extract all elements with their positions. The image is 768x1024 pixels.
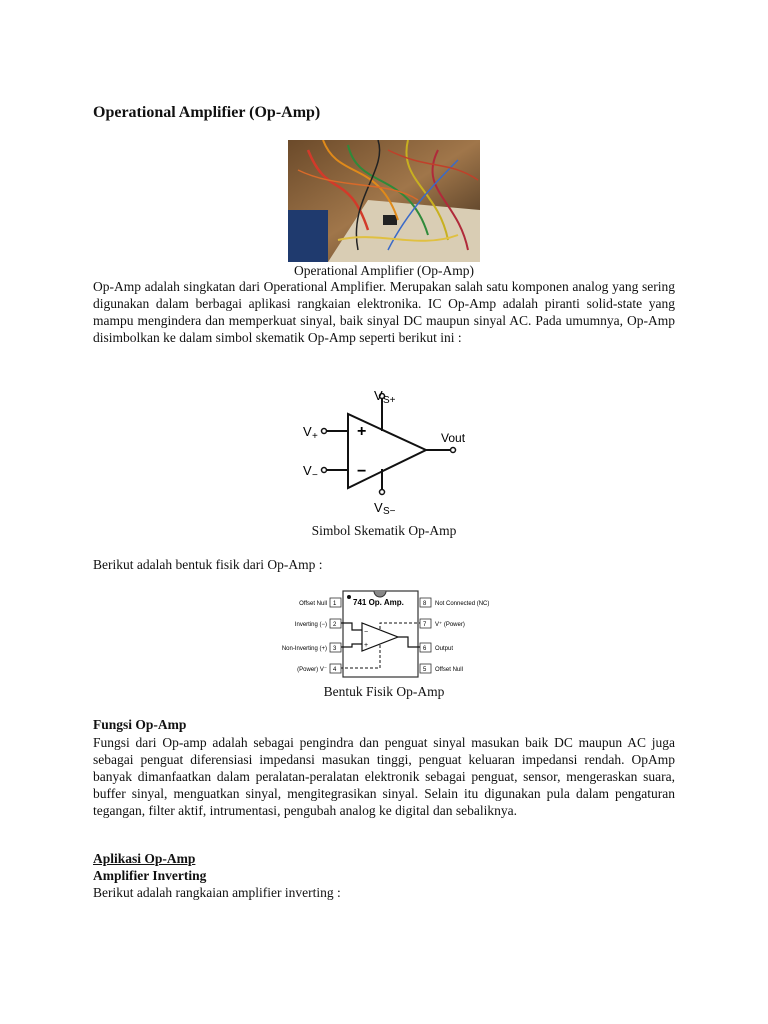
pin-3-label: Non-Inverting (+): [281, 646, 327, 652]
chip-pinout-diagram: [272, 587, 498, 682]
pin-5-label: Offset Null: [435, 667, 463, 673]
page-title: Operational Amplifier (Op-Amp): [93, 104, 321, 121]
vs-minus-label: V: [374, 500, 383, 515]
pin-1-label: Offset Null: [299, 601, 327, 607]
svg-text:+: +: [364, 642, 369, 649]
v-plus-sub: +: [312, 431, 318, 442]
pin-6-label: Output: [435, 646, 454, 652]
pin-2-label: Inverting (−): [294, 622, 327, 628]
vout-label: Vout: [441, 431, 466, 445]
pin-2-number: 2: [333, 622, 337, 628]
symbol-caption: Simbol Skematik Op-Amp: [311, 523, 457, 538]
pin-3-number: 3: [333, 646, 337, 652]
chip-name: 741 Op. Amp.: [353, 598, 404, 607]
v-plus-label: V: [303, 424, 312, 439]
vs-plus-label: V: [374, 388, 383, 403]
plus-sign: +: [357, 423, 367, 440]
pin-5-number: 5: [423, 667, 427, 673]
intro-paragraph: Op-Amp adalah singkatan dari Operational Amplifier. Merupakan salah satu komponen analog yang sering digunakan dalam berbagai aplikasi rangkaian elektronika. IC Op-Amp adalah piranti solid-state yang mampu mengindera dan memperkuat sinyal, baik sinyal DC maupun sinyal AC. Pada umumnya, Op-Amp disimbolkan ke dalam simbol skematik Op-Amp seperti berikut ini :: [93, 279, 675, 345]
pin-6-number: 6: [423, 646, 427, 652]
fungsi-paragraph: Fungsi dari Op-amp adalah sebagai pengindra dan penguat sinyal masukan baik DC maupun AC juga sebagai penguat diferensiasi impedansi masukan tinggi, penguat keluaran impedansi rendah. OpAmp banyak dimanfaatkan dalam peralatan-peralatan elektronik sebagai penguat, sensor, mengeraskan suara, buffer sinyal, menguatkan sinyal, mengitegrasikan sinyal. Selain itu digunakan pula dalam pengaturan tegangan, filter aktif, intrumentasi, pengubah analog ke digital dan sebaliknya.: [93, 735, 675, 818]
vs-plus-sub: S+: [383, 395, 396, 406]
inverting-paragraph: Berikut adalah rangkaian amplifier inverting :: [93, 885, 341, 900]
pin-8-number: 8: [423, 601, 427, 607]
opamp-symbol-diagram: [295, 385, 475, 517]
minus-sign: −: [357, 463, 367, 480]
pin-7-label: V⁺ (Power): [435, 622, 465, 628]
v-minus-label: V: [303, 463, 312, 478]
v-minus-sub: −: [312, 470, 318, 481]
physical-caption: Bentuk Fisik Op-Amp: [323, 684, 445, 699]
svg-text:−: −: [364, 629, 369, 636]
breadboard-photo: [288, 140, 480, 262]
physical-intro: Berikut adalah bentuk fisik dari Op-Amp :: [93, 557, 323, 572]
aplikasi-heading: Aplikasi Op-Amp: [93, 851, 196, 866]
pin-4-number: 4: [333, 667, 337, 673]
pin-7-number: 7: [423, 622, 427, 628]
vs-minus-sub: S−: [383, 506, 396, 517]
photo-caption: Operational Amplifier (Op-Amp): [294, 263, 474, 278]
pin-1-number: 1: [333, 601, 337, 607]
inverting-heading: Amplifier Inverting: [93, 868, 207, 883]
pin-8-label: Not Connected (NC): [435, 601, 490, 607]
fungsi-heading: Fungsi Op-Amp: [93, 717, 187, 732]
pin-4-label: (Power) V⁻: [297, 667, 327, 673]
